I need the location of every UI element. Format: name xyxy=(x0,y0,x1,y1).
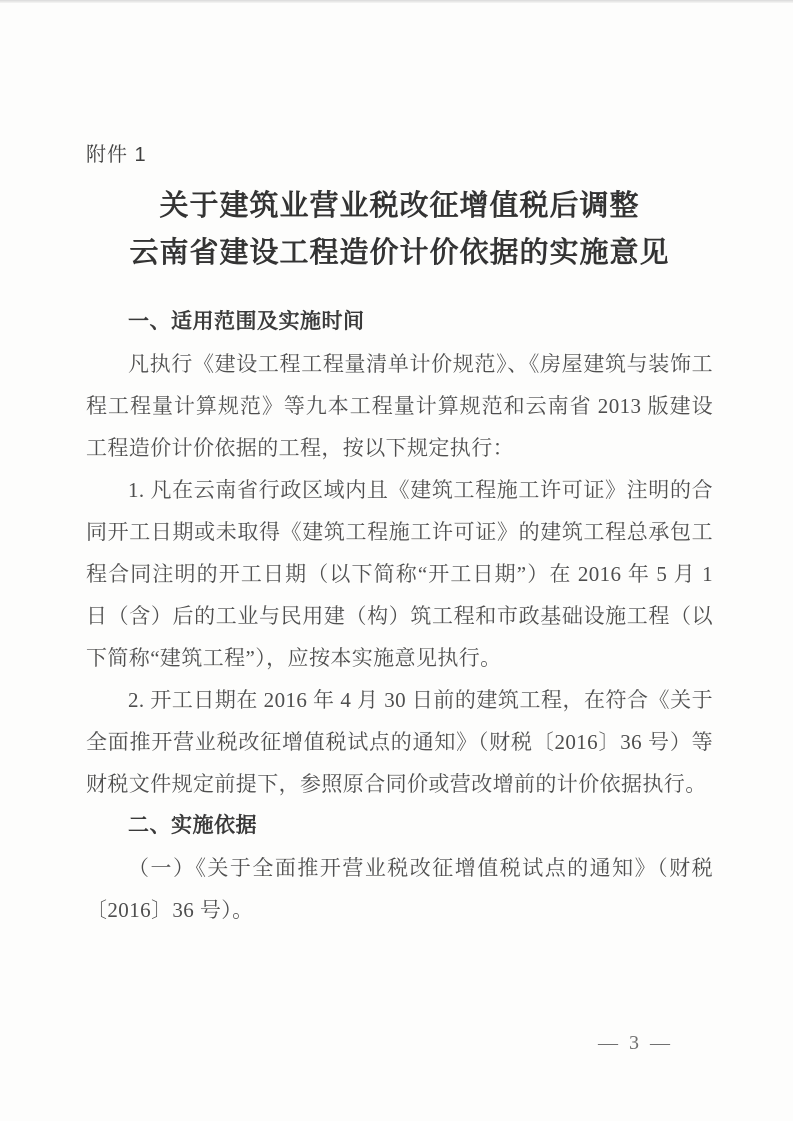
section-1-paragraph-2: 1. 凡在云南省行政区域内且《建筑工程施工许可证》注明的合同开工日期或未取得《建筑工程施工许可证》的建筑工程总承包工程合同注明的开工日期（以下简称“开工日期”）在 2016 年 5 月 1 日（含）后的工业与民用建（构）筑工程和市政基础设施工程（以下简称“建筑工程”），应按本实施意见执行。 xyxy=(86,478,713,670)
document-title-line-1: 关于建筑业营业税改征增值税后调整 xyxy=(159,190,640,222)
section-1-paragraph-3: 2. 开工日期在 2016 年 4 月 30 日前的建筑工程，在符合《关于全面推开营业税改征增值税试点的通知》（财税〔2016〕36 号）等财税文件规定前提下，参照原合同价或营改增前的计价依据执行。 xyxy=(86,688,713,796)
section-2-heading: 二、实施依据 xyxy=(128,814,257,837)
document-body xyxy=(86,301,713,931)
document-title-line-2: 云南省建设工程造价计价依据的实施意见 xyxy=(129,237,670,269)
page-number: — 3 — xyxy=(598,1032,673,1054)
section-1-paragraph-1: 凡执行《建设工程工程量清单计价规范》、《房屋建筑与装饰工程工程量计算规范》等九本工程量计算规范和云南省 2013 版建设工程造价计价依据的工程，按以下规定执行： xyxy=(86,352,713,460)
document-title xyxy=(86,183,713,277)
scan-edge-artifact xyxy=(0,0,793,3)
section-1-heading: 一、适用范围及实施时间 xyxy=(128,310,365,333)
section-2-paragraph-1: （一）《关于全面推开营业税改征增值税试点的通知》（财税〔2016〕36 号）。 xyxy=(86,856,713,922)
attachment-label: 附件 1 xyxy=(86,144,147,166)
